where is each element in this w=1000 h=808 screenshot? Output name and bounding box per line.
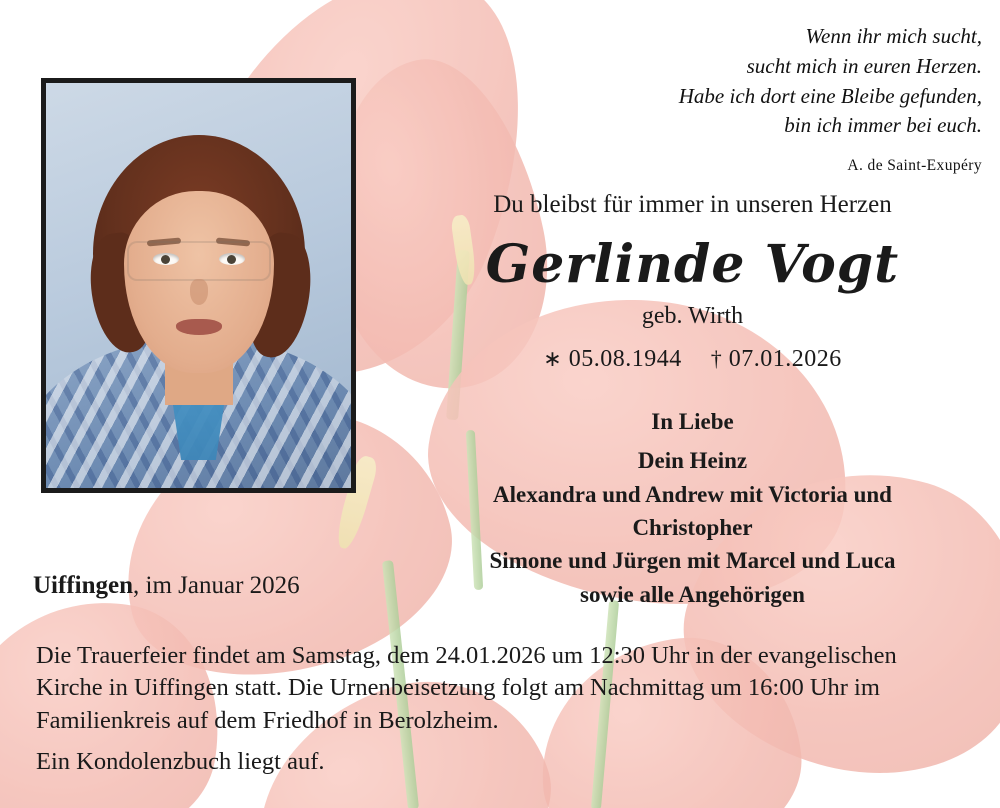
ceremony-paragraph: Die Trauerfeier findet am Samstag, dem 24.01.2026 um 12:30 Uhr in der evangelischen Kirche in Uiffingen statt. Die Urnenbeisetzung folgt am Nachmittag um 16:00 Uhr im Familienkreis auf dem Friedhof in Berolzheim. [36, 642, 897, 734]
deceased-maiden-name: geb. Wirth [641, 303, 744, 329]
birth-date: 05.08.1944 [568, 346, 682, 372]
portrait-mouth [176, 319, 222, 335]
place-month: , im Januar 2026 [133, 572, 300, 599]
poem-line: Habe ich dort eine Bleibe gefunden, [678, 83, 982, 108]
family-member-line: Alexandra und Andrew mit Victoria und [493, 481, 892, 507]
condolence-note: Ein Kondolenzbuch liegt auf. [36, 748, 325, 775]
portrait-nose [190, 279, 208, 305]
death-date: 07.01.2026 [728, 346, 842, 372]
family-intro: In Liebe [651, 409, 734, 434]
poem-line: sucht mich in euren Herzen. [746, 53, 982, 78]
poem-author: A. de Saint-Exupéry [847, 157, 982, 175]
family-member-line: Christopher [632, 515, 753, 541]
obituary-main-block [400, 190, 985, 373]
deceased-name: Gerlinde Vogt [485, 234, 900, 295]
poem-line: bin ich immer bei euch. [784, 113, 982, 138]
place-town: Uiffingen [33, 572, 133, 599]
portrait-glasses [127, 241, 271, 281]
portrait-photo [46, 83, 351, 488]
obituary-lead-line: Du bleibst für immer in unseren Herzen [493, 191, 892, 218]
family-member-line: sowie alle Angehörigen [580, 581, 805, 607]
poem-line: Wenn ihr mich sucht, [805, 24, 982, 48]
family-member-line: Dein Heinz [637, 448, 748, 474]
birth-symbol-icon: ∗ [543, 346, 563, 371]
poem-block [512, 22, 982, 177]
place-date-line [33, 572, 300, 600]
life-dates [400, 346, 985, 373]
family-member-line: Simone und Jürgen mit Marcel und Luca [489, 548, 896, 574]
family-block [400, 405, 985, 611]
cross-symbol-icon: † [710, 346, 723, 371]
portrait-photo-frame [41, 78, 356, 493]
